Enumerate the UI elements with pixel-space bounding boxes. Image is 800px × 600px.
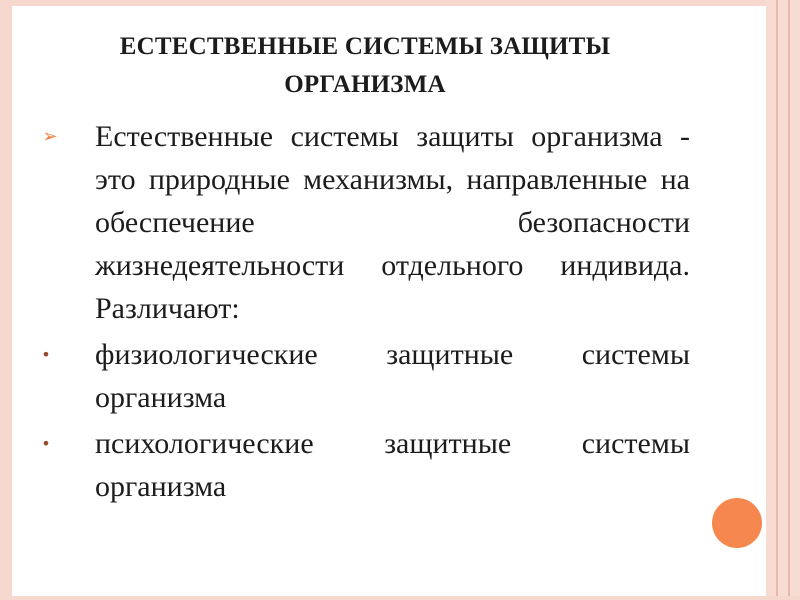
list-item [30,333,690,419]
intro-text: Естественные системы защиты организма - это природные механизмы, направленные на обеспечение безопасности жизнедеятельности отдельного индивида. Различают: [95,120,690,325]
slide-border-right [766,0,800,600]
list-item-text: физиологические защитные системы организма [95,338,690,414]
slide-border-left [0,0,12,600]
arrow-bullet-icon: ➢ [42,126,58,147]
slide-border-line [776,0,778,600]
slide-border-top [0,0,800,6]
slide-border-bottom [0,596,800,600]
title-line-2: ОРГАНИЗМА [284,71,446,98]
dot-bullet-icon: • [41,345,51,364]
title-line-1: ЕСТЕСТВЕННЫЕ СИСТЕМЫ ЗАЩИТЫ [119,33,611,60]
intro-paragraph [30,115,690,330]
slide-border-line [788,0,790,600]
list-item-text: психологические защитные системы организма [95,427,690,503]
decorative-circle [712,498,762,548]
slide-title [30,28,700,104]
list-item [30,422,690,508]
slide-content [30,115,690,511]
dot-bullet-icon: • [41,434,51,453]
